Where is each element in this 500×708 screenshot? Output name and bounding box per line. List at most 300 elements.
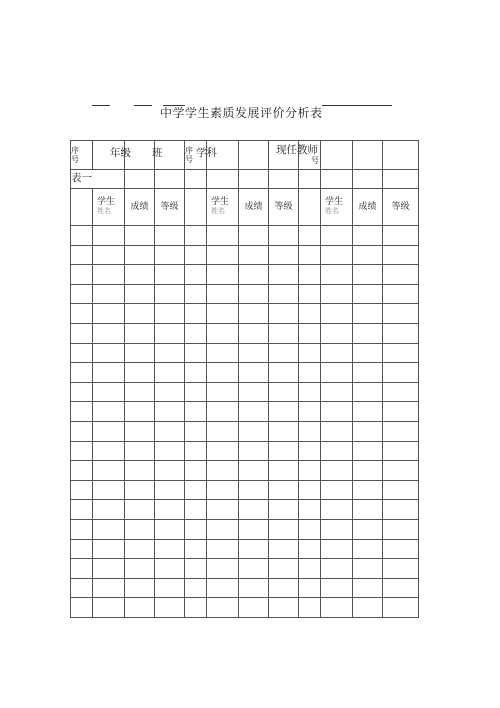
- table-cell: [155, 382, 185, 402]
- table-cell: [353, 304, 383, 324]
- table-cell: [321, 323, 353, 343]
- seq-label-2-top: 序: [185, 146, 193, 155]
- table-cell: [185, 559, 207, 579]
- label-row-cell: [269, 170, 299, 189]
- label-row-cell: [185, 170, 207, 189]
- table-cell: [239, 539, 269, 559]
- table-cell: [383, 323, 419, 343]
- table-cell: [321, 421, 353, 441]
- table-cell: [71, 500, 93, 520]
- colhdr-student-cell-1: [93, 189, 125, 226]
- table-cell: [353, 461, 383, 481]
- student-label-1: 学生: [97, 197, 116, 207]
- table-cell: [207, 304, 239, 324]
- table-cell: [239, 284, 269, 304]
- table-cell: [269, 539, 299, 559]
- table-cell: [353, 323, 383, 343]
- table-cell: [125, 578, 155, 598]
- table-cell: [93, 441, 125, 461]
- table-cell: [383, 598, 419, 618]
- table-cell: [125, 402, 155, 422]
- table-cell: [269, 304, 299, 324]
- table-row: [71, 461, 419, 481]
- table-cell: [299, 245, 321, 265]
- table-row: [71, 578, 419, 598]
- table-cell: [185, 402, 207, 422]
- table-cell: [269, 421, 299, 441]
- table-cell: [269, 226, 299, 246]
- table-row: [71, 323, 419, 343]
- class-label: 班: [152, 147, 163, 159]
- table-cell: [93, 500, 125, 520]
- table-cell: [207, 480, 239, 500]
- table-cell: [353, 363, 383, 383]
- colhdr-student-cell-2: [207, 189, 239, 226]
- evaluation-table: [70, 140, 419, 618]
- table-cell: [185, 421, 207, 441]
- table-cell: [207, 402, 239, 422]
- table-cell: [155, 539, 185, 559]
- table-row: [71, 500, 419, 520]
- table-cell: [71, 304, 93, 324]
- table-cell: [269, 578, 299, 598]
- table-cell: [125, 363, 155, 383]
- header-blank-cell-3: [353, 141, 383, 170]
- table-row: [71, 245, 419, 265]
- table-cell: [383, 421, 419, 441]
- table-cell: [383, 480, 419, 500]
- table-cell: [71, 461, 93, 481]
- table-cell: [299, 500, 321, 520]
- table-cell: [299, 519, 321, 539]
- table-row: [71, 559, 419, 579]
- table-cell: [299, 578, 321, 598]
- table-cell: [321, 265, 353, 285]
- table-cell: [71, 323, 93, 343]
- label-row-cell: [321, 170, 353, 189]
- table-row: [71, 598, 419, 618]
- table-cell: [269, 265, 299, 285]
- label-row-cell: [239, 170, 269, 189]
- colhdr-score-cell-3: [353, 189, 383, 226]
- table-cell: [155, 323, 185, 343]
- table-cell: [353, 539, 383, 559]
- table-cell: [269, 480, 299, 500]
- table-cell: [155, 578, 185, 598]
- table-cell: [269, 402, 299, 422]
- table-cell: [299, 363, 321, 383]
- table-cell: [93, 226, 125, 246]
- table-cell: [207, 284, 239, 304]
- table-row: [71, 363, 419, 383]
- table-cell: [185, 578, 207, 598]
- seq-label-cell: [71, 141, 93, 170]
- table-cell: [93, 461, 125, 481]
- table-cell: [269, 598, 299, 618]
- table-cell: [321, 480, 353, 500]
- table-cell: [239, 519, 269, 539]
- table-cell: [299, 382, 321, 402]
- table-cell: [269, 559, 299, 579]
- table-cell: [353, 343, 383, 363]
- seq-label-2-bottom: 号: [185, 155, 193, 164]
- table-cell: [155, 304, 185, 324]
- table-cell: [383, 265, 419, 285]
- table-cell: [353, 480, 383, 500]
- table-cell: [299, 343, 321, 363]
- table-cell: [239, 343, 269, 363]
- table-cell: [383, 284, 419, 304]
- table-cell: [125, 441, 155, 461]
- table-cell: [155, 284, 185, 304]
- table-cell: [383, 578, 419, 598]
- table-cell: [207, 323, 239, 343]
- label-row-cell: [383, 170, 419, 189]
- table-cell: [71, 421, 93, 441]
- table-cell: [299, 226, 321, 246]
- table-cell: [321, 598, 353, 618]
- table-cell: [155, 519, 185, 539]
- table-cell: [353, 578, 383, 598]
- table-label-cell: [71, 170, 125, 189]
- table-cell: [383, 500, 419, 520]
- table-cell: [125, 284, 155, 304]
- table-cell: [353, 598, 383, 618]
- table-cell: [71, 402, 93, 422]
- table-cell: [321, 284, 353, 304]
- table-cell: [125, 598, 155, 618]
- table-cell: [239, 304, 269, 324]
- table-cell: [125, 519, 155, 539]
- table-cell: [185, 480, 207, 500]
- table-cell: [185, 382, 207, 402]
- table-cell: [239, 226, 269, 246]
- grade-level-label-2: 等级: [274, 201, 293, 212]
- table-cell: [269, 382, 299, 402]
- table-cell: [185, 226, 207, 246]
- table-cell: [353, 441, 383, 461]
- table-cell: [71, 598, 93, 618]
- table-cell: [185, 598, 207, 618]
- colhdr-grade-cell-3: [383, 189, 419, 226]
- table-row: [71, 519, 419, 539]
- table-cell: [321, 500, 353, 520]
- seq-label-3-bottom: 号: [311, 156, 319, 165]
- table-cell: [155, 461, 185, 481]
- table-cell: [321, 226, 353, 246]
- table-cell: [321, 382, 353, 402]
- table-cell: [155, 421, 185, 441]
- subject-label: 学科: [196, 147, 217, 159]
- table-cell: [353, 226, 383, 246]
- table-cell: [321, 461, 353, 481]
- student-label-3: 学生: [325, 197, 344, 207]
- colhdr-score-cell-1: [125, 189, 155, 226]
- table-cell: [93, 559, 125, 579]
- table-cell: [239, 402, 269, 422]
- teacher-label: 现任教师: [276, 144, 318, 156]
- table-cell: [155, 500, 185, 520]
- header-blank-cell: [239, 141, 269, 170]
- table-label: 表一: [71, 172, 92, 184]
- table-cell: [321, 519, 353, 539]
- table-cell: [71, 343, 93, 363]
- table-cell: [299, 304, 321, 324]
- table-cell: [185, 284, 207, 304]
- header-blank-cell-4: [383, 141, 419, 170]
- table-row: [71, 539, 419, 559]
- table-cell: [299, 323, 321, 343]
- table-cell: [71, 226, 93, 246]
- table-cell: [93, 343, 125, 363]
- label-row-cell: [299, 170, 321, 189]
- table-cell: [299, 461, 321, 481]
- table-cell: [71, 559, 93, 579]
- title-blank-line-2: [134, 105, 152, 106]
- table-cell: [125, 421, 155, 441]
- table-row: [71, 284, 419, 304]
- table-cell: [269, 245, 299, 265]
- table-cell: [93, 519, 125, 539]
- table-cell: [207, 265, 239, 285]
- table-cell: [155, 598, 185, 618]
- table-row: [71, 343, 419, 363]
- colhdr-grade-cell-1: [155, 189, 185, 226]
- table-cell: [125, 382, 155, 402]
- seq-label-top: 序: [71, 146, 79, 155]
- header-blank-cell-2: [321, 141, 353, 170]
- table-cell: [93, 304, 125, 324]
- table-cell: [299, 421, 321, 441]
- table-row: [71, 265, 419, 285]
- table-cell: [185, 500, 207, 520]
- table-cell: [299, 284, 321, 304]
- table-cell: [155, 559, 185, 579]
- table-cell: [71, 441, 93, 461]
- label-row-cell: [125, 170, 155, 189]
- table-cell: [185, 304, 207, 324]
- table-cell: [353, 421, 383, 441]
- grade-label: 年级: [110, 147, 131, 159]
- table-cell: [383, 539, 419, 559]
- table-cell: [155, 363, 185, 383]
- table-cell: [93, 245, 125, 265]
- table-cell: [155, 441, 185, 461]
- table-cell: [383, 461, 419, 481]
- table-cell: [321, 343, 353, 363]
- table-cell: [321, 402, 353, 422]
- table-cell: [321, 559, 353, 579]
- table-cell: [299, 441, 321, 461]
- table-cell: [239, 598, 269, 618]
- table-cell: [185, 363, 207, 383]
- table-cell: [353, 500, 383, 520]
- table-cell: [155, 265, 185, 285]
- table-cell: [353, 519, 383, 539]
- table-cell: [353, 559, 383, 579]
- table-cell: [383, 245, 419, 265]
- colhdr-grade-cell-2: [269, 189, 299, 226]
- table-cell: [71, 578, 93, 598]
- table-cell: [71, 539, 93, 559]
- table-cell: [125, 500, 155, 520]
- table-row: [71, 402, 419, 422]
- table-cell: [353, 265, 383, 285]
- table-cell: [207, 519, 239, 539]
- grade-level-label-3: 等级: [391, 201, 410, 212]
- table-row: [71, 382, 419, 402]
- table-cell: [239, 323, 269, 343]
- table-cell: [93, 578, 125, 598]
- table-cell: [269, 519, 299, 539]
- table-cell: [383, 363, 419, 383]
- colhdr-seq-cell-3: [299, 189, 321, 226]
- score-label-3: 成绩: [358, 201, 377, 212]
- table-cell: [207, 343, 239, 363]
- student-sub-label-3: 姓名: [325, 207, 339, 215]
- table-cell: [125, 304, 155, 324]
- table-cell: [353, 284, 383, 304]
- table-cell: [239, 421, 269, 441]
- table-cell: [71, 363, 93, 383]
- table-cell: [239, 461, 269, 481]
- student-label-2: 学生: [211, 197, 230, 207]
- table-cell: [269, 343, 299, 363]
- colhdr-student-cell-3: [321, 189, 353, 226]
- colhdr-seq-cell: [71, 189, 93, 226]
- table-cell: [383, 519, 419, 539]
- table-cell: [125, 226, 155, 246]
- table-cell: [383, 343, 419, 363]
- table-cell: [239, 480, 269, 500]
- table-cell: [93, 421, 125, 441]
- table-cell: [239, 245, 269, 265]
- score-label-2: 成绩: [244, 201, 263, 212]
- label-row-cell: [155, 170, 185, 189]
- label-row-cell: [207, 170, 239, 189]
- table-row: [71, 421, 419, 441]
- table-cell: [239, 265, 269, 285]
- table-cell: [239, 559, 269, 579]
- table-row: [71, 226, 419, 246]
- table-cell: [299, 559, 321, 579]
- table-cell: [269, 323, 299, 343]
- table-cell: [71, 382, 93, 402]
- table-cell: [207, 226, 239, 246]
- table-cell: [299, 539, 321, 559]
- table-cell: [207, 500, 239, 520]
- table-cell: [239, 500, 269, 520]
- table-cell: [239, 578, 269, 598]
- table-cell: [155, 343, 185, 363]
- table-cell: [185, 461, 207, 481]
- table-cell: [299, 402, 321, 422]
- table-cell: [299, 265, 321, 285]
- table-cell: [321, 578, 353, 598]
- table-cell: [353, 382, 383, 402]
- title-blank-line-4: [322, 105, 392, 106]
- table-row: [71, 304, 419, 324]
- table-cell: [93, 265, 125, 285]
- table-cell: [207, 539, 239, 559]
- table-cell: [185, 539, 207, 559]
- table-cell: [125, 245, 155, 265]
- table-cell: [353, 402, 383, 422]
- table-cell: [185, 441, 207, 461]
- table-cell: [125, 265, 155, 285]
- table-cell: [71, 265, 93, 285]
- table-cell: [185, 343, 207, 363]
- grade-level-label-1: 等级: [160, 201, 179, 212]
- table-cell: [299, 598, 321, 618]
- table-cell: [383, 226, 419, 246]
- table-cell: [269, 441, 299, 461]
- table-cell: [155, 245, 185, 265]
- table-cell: [185, 265, 207, 285]
- table-cell: [93, 363, 125, 383]
- table-cell: [299, 480, 321, 500]
- title-blank-line-1: [92, 105, 110, 106]
- student-sub-label-2: 姓名: [211, 207, 225, 215]
- table-cell: [125, 480, 155, 500]
- table-cell: [93, 598, 125, 618]
- table-cell: [207, 441, 239, 461]
- table-cell: [207, 461, 239, 481]
- table-cell: [93, 382, 125, 402]
- table-cell: [155, 226, 185, 246]
- table-cell: [239, 363, 269, 383]
- table-cell: [321, 245, 353, 265]
- table-cell: [269, 500, 299, 520]
- table-cell: [239, 382, 269, 402]
- table-cell: [383, 441, 419, 461]
- table-cell: [269, 461, 299, 481]
- table-cell: [207, 559, 239, 579]
- table-cell: [125, 343, 155, 363]
- table-cell: [185, 245, 207, 265]
- table-cell: [239, 441, 269, 461]
- table-cell: [207, 421, 239, 441]
- table-cell: [71, 245, 93, 265]
- table-cell: [353, 245, 383, 265]
- table-cell: [125, 539, 155, 559]
- table-cell: [93, 480, 125, 500]
- table-cell: [155, 480, 185, 500]
- table-cell: [71, 519, 93, 539]
- table-cell: [207, 598, 239, 618]
- table-cell: [207, 578, 239, 598]
- table-cell: [125, 559, 155, 579]
- student-sub-label-1: 姓名: [97, 207, 111, 215]
- table-cell: [383, 304, 419, 324]
- table-cell: [383, 402, 419, 422]
- table-cell: [321, 363, 353, 383]
- table-label-row: [71, 170, 419, 189]
- table-cell: [125, 323, 155, 343]
- table-cell: [321, 441, 353, 461]
- table-cell: [155, 402, 185, 422]
- label-row-cell: [353, 170, 383, 189]
- table-row: [71, 441, 419, 461]
- table-cell: [383, 559, 419, 579]
- table-row: [71, 480, 419, 500]
- table-cell: [185, 519, 207, 539]
- table-cell: [93, 323, 125, 343]
- table-cell: [207, 363, 239, 383]
- colhdr-seq-cell-2: [185, 189, 207, 226]
- form-title: 中学学生素质发展评价分析表: [160, 106, 323, 120]
- table-cell: [321, 304, 353, 324]
